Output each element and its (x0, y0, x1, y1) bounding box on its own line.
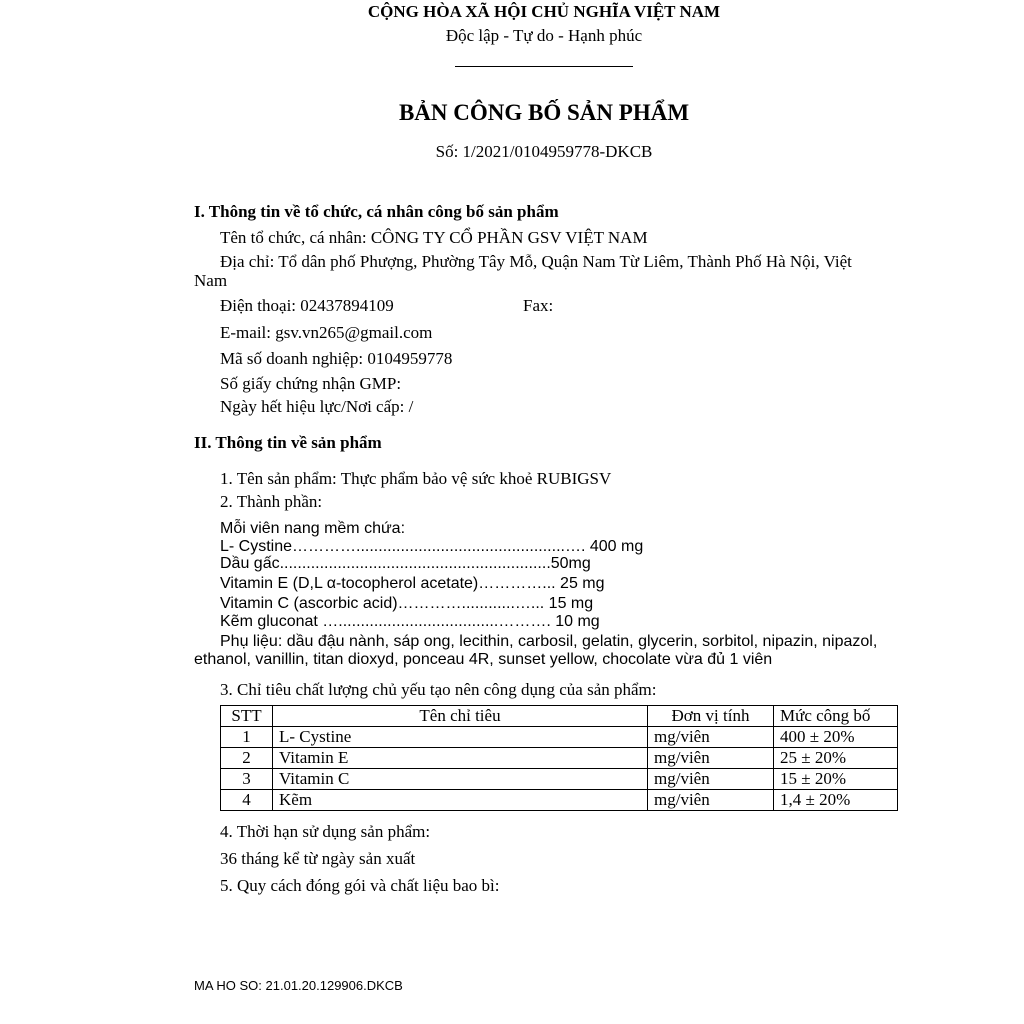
nation-header: CỘNG HÒA XÃ HỘI CHỦ NGHĨA VIỆT NAM (367, 2, 721, 21)
business-code: Mã số doanh nghiệp: 0104959778 (220, 349, 453, 368)
header-stt: STT (221, 706, 273, 727)
table-row (221, 769, 898, 790)
cell-unit: mg/viên (648, 769, 774, 790)
table-header-row (221, 706, 898, 727)
cell-indicator: L- Cystine (273, 727, 648, 748)
excipients-line-2: ethanol, vanillin, titan dioxyd, ponceau 4R, sunset yellow, chocolate vừa đủ 1 viên (194, 651, 773, 668)
gmp-certificate: Số giấy chứng nhận GMP: (220, 374, 402, 393)
table-row (221, 748, 898, 769)
cell-unit: mg/viên (648, 790, 774, 811)
cell-indicator: Vitamin E (273, 748, 648, 769)
header-declared-level: Mức công bố (774, 706, 898, 727)
table-row (221, 727, 898, 748)
record-code-footer: MA HO SO: 21.01.20.129906.DKCB (194, 978, 403, 993)
document-number: Số: 1/2021/0104959778-DKCB (435, 142, 653, 161)
header-divider (455, 66, 633, 67)
national-motto: Độc lập - Tự do - Hạnh phúc (445, 26, 643, 45)
cell-declared-level: 25 ± 20% (774, 748, 898, 769)
cell-stt: 2 (221, 748, 273, 769)
cell-unit: mg/viên (648, 748, 774, 769)
ingredient-line: Vitamin E (D,L α-tocopherol acetate)…………... 25 mg (220, 575, 605, 592)
ingredient-line: Dầu gấc.............................................................50mg (220, 555, 591, 572)
cell-stt: 3 (221, 769, 273, 790)
cell-stt: 1 (221, 727, 273, 748)
header-unit: Đơn vị tính (648, 706, 774, 727)
address-line-2: Nam (194, 271, 228, 290)
ingredient-line: Kẽm gluconat …....................................………. 10 mg (220, 613, 600, 630)
quality-table (220, 705, 898, 811)
capsule-intro: Mỗi viên nang mềm chứa: (220, 520, 406, 537)
header-indicator: Tên chỉ tiêu (273, 706, 648, 727)
cell-indicator: Kẽm (273, 790, 648, 811)
phone: Điện thoại: 02437894109 (220, 296, 394, 315)
ingredient-line: L- Cystine…………...............................................…. 400 mg (220, 538, 644, 555)
expiry-issuer: Ngày hết hiệu lực/Nơi cấp: / (220, 397, 414, 416)
cell-declared-level: 15 ± 20% (774, 769, 898, 790)
cell-indicator: Vitamin C (273, 769, 648, 790)
section-2-heading: II. Thông tin về sản phẩm (194, 433, 382, 452)
packaging-title: 5. Quy cách đóng gói và chất liệu bao bì: (220, 876, 500, 895)
ingredient-line: Vitamin C (ascorbic acid)…………............…... 15 mg (220, 595, 594, 612)
quality-title: 3. Chỉ tiêu chất lượng chủ yếu tạo nên công dụng của sản phẩm: (220, 680, 657, 699)
document-title: BẢN CÔNG BỐ SẢN PHẨM (398, 100, 690, 125)
shelf-life: 36 tháng kể từ ngày sản xuất (220, 849, 416, 868)
excipients-line-1: Phụ liệu: dầu đậu nành, sáp ong, lecithin, carbosil, gelatin, glycerin, sorbitol, nipazin, nipazol, (220, 633, 878, 650)
section-1-heading: I. Thông tin về tổ chức, cá nhân công bố sản phẩm (194, 202, 559, 221)
cell-stt: 4 (221, 790, 273, 811)
cell-declared-level: 400 ± 20% (774, 727, 898, 748)
table-row (221, 790, 898, 811)
fax: Fax: (523, 296, 554, 315)
shelf-life-title: 4. Thời hạn sử dụng sản phẩm: (220, 822, 431, 841)
org-name: Tên tổ chức, cá nhân: CÔNG TY CỔ PHẦN GSV VIỆT NAM (220, 228, 648, 247)
cell-unit: mg/viên (648, 727, 774, 748)
address-line-1: Địa chỉ: Tổ dân phố Phượng, Phường Tây Mỗ, Quận Nam Từ Liêm, Thành Phố Hà Nội, Việt (220, 252, 852, 271)
cell-declared-level: 1,4 ± 20% (774, 790, 898, 811)
email: E-mail: gsv.vn265@gmail.com (220, 323, 433, 342)
product-name: 1. Tên sản phẩm: Thực phẩm bảo vệ sức khoẻ RUBIGSV (220, 469, 612, 488)
ingredients-title: 2. Thành phần: (220, 492, 323, 511)
